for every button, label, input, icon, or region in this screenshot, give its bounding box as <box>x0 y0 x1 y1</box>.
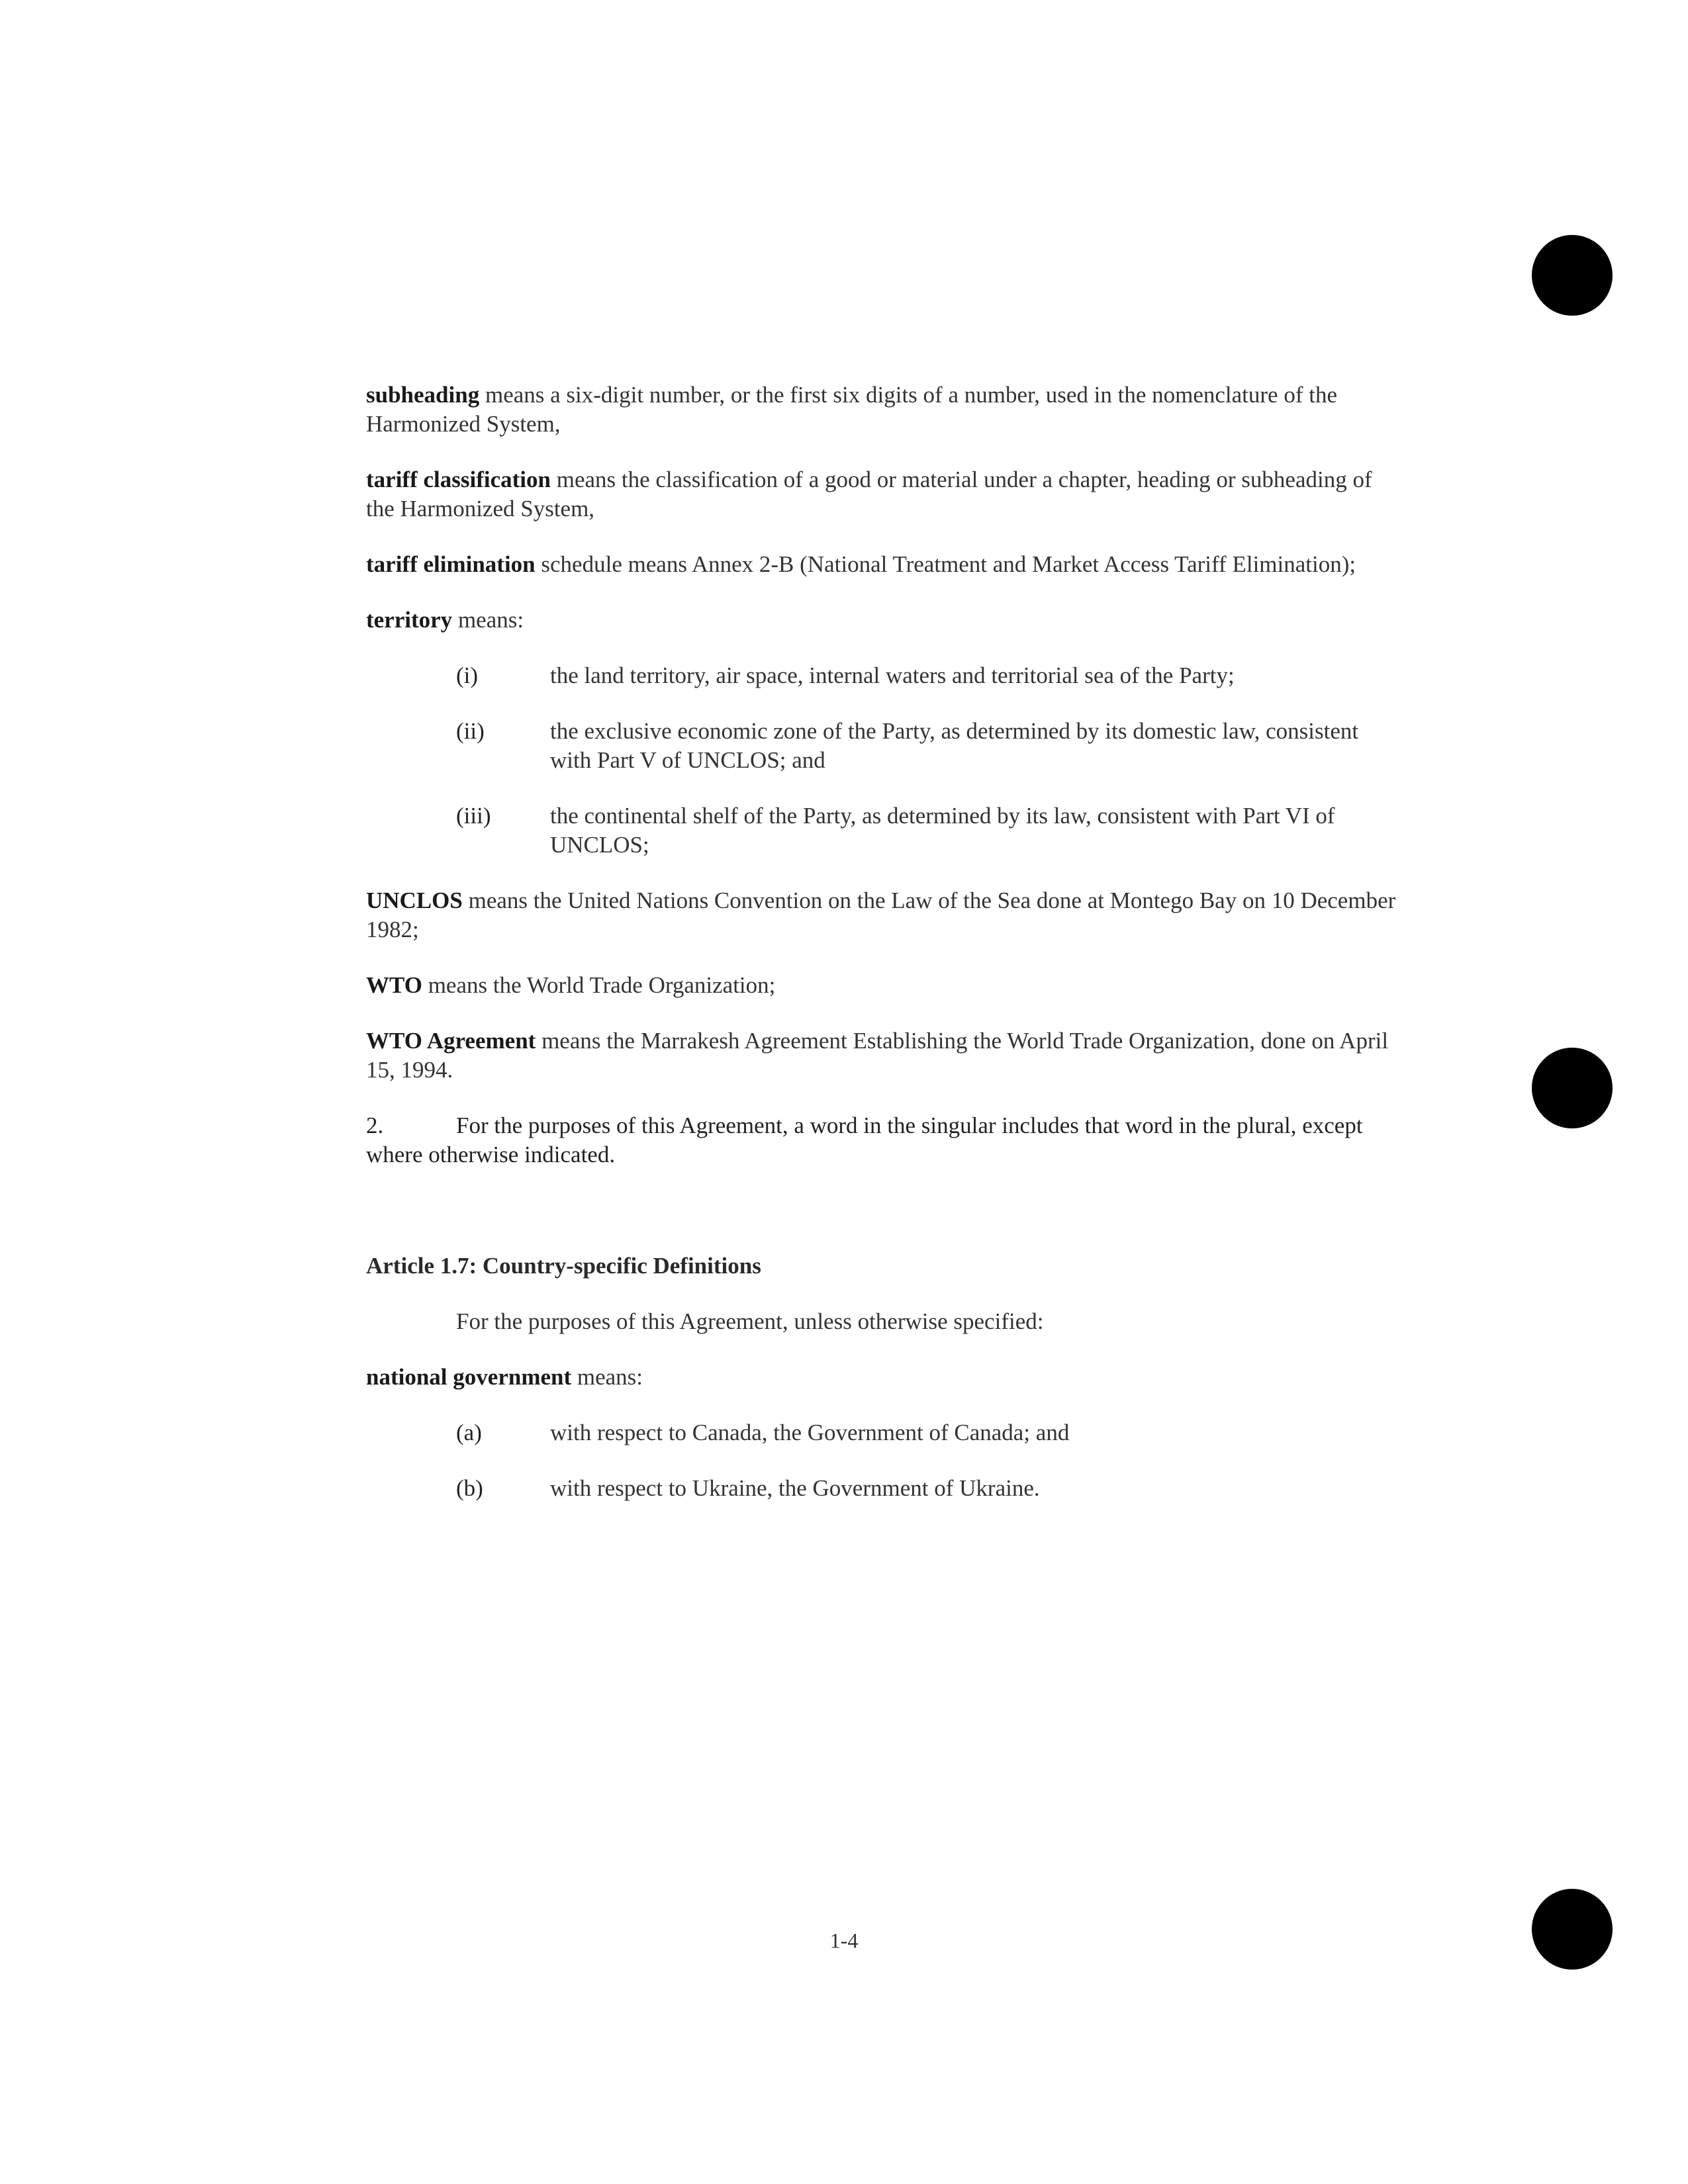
punch-hole-top <box>1532 235 1613 316</box>
definition-territory <box>366 606 1399 635</box>
list-item-text: the exclusive economic zone of the Party, as determined by its domestic law, consistent with Part V of UNCLOS; and <box>550 718 1359 773</box>
punch-hole-middle <box>1532 1048 1613 1128</box>
definition-text: means: <box>571 1364 643 1390</box>
definition-wto <box>366 971 1399 1000</box>
definition-text: means the United Nations Convention on the Law of the Sea done at Montego Bay on 10 December 1982; <box>366 887 1396 942</box>
list-item-number: (b) <box>456 1475 483 1501</box>
list-item-text: with respect to Canada, the Government of Canada; and <box>550 1420 1070 1445</box>
list-item-number: (ii) <box>456 718 485 744</box>
list-item <box>366 661 1399 690</box>
list-item-number: (i) <box>456 662 479 688</box>
list-item <box>366 1418 1399 1447</box>
definition-tariff-elimination <box>366 550 1399 579</box>
list-item <box>366 1474 1399 1503</box>
definition-wto-agreement <box>366 1026 1399 1085</box>
definition-text: means a six-digit number, or the first six digits of a number, used in the nomenclature of the Harmonized System, <box>366 382 1338 437</box>
definition-text: means the classification of a good or material under a chapter, heading or subheading of the Harmonized System, <box>366 467 1372 522</box>
definition-term: subheading <box>366 382 480 408</box>
list-item-text: the land territory, air space, internal waters and territorial sea of the Party; <box>550 662 1235 688</box>
definition-term: WTO <box>366 972 422 998</box>
paragraph-number: 2. <box>366 1113 384 1138</box>
list-item <box>366 717 1399 775</box>
definition-text: means the World Trade Organization; <box>422 972 776 998</box>
definition-term: tariff classification <box>366 467 551 492</box>
list-item <box>366 801 1399 860</box>
list-item-text: with respect to Ukraine, the Government of Ukraine. <box>550 1475 1040 1501</box>
paragraph-2 <box>366 1111 1399 1169</box>
list-item-number: (a) <box>456 1420 482 1445</box>
article-intro: For the purposes of this Agreement, unless otherwise specified: <box>456 1308 1044 1334</box>
article-heading: Article 1.7: Country-specific Definitions <box>366 1253 761 1279</box>
list-item-number: (iii) <box>456 803 491 829</box>
definition-term: territory <box>366 607 453 633</box>
definition-text: means the Marrakesh Agreement Establishing the World Trade Organization, done on April 15, 1994. <box>366 1028 1389 1083</box>
definition-term: WTO Agreement <box>366 1028 536 1054</box>
list-item-text: the continental shelf of the Party, as determined by its law, consistent with Part VI of UNCLOS; <box>550 803 1335 858</box>
definition-term: national government <box>366 1364 572 1390</box>
definition-term: tariff elimination <box>366 551 536 577</box>
definition-term: UNCLOS <box>366 887 463 913</box>
definition-subheading <box>366 381 1399 439</box>
definition-tariff-classification <box>366 465 1399 523</box>
definition-text: schedule means Annex 2-B (National Treatment and Market Access Tariff Elimination); <box>535 551 1356 577</box>
document-body <box>366 381 1399 1503</box>
page-number: 1-4 <box>829 1929 859 1952</box>
definition-unclos <box>366 886 1399 944</box>
paragraph-text: For the purposes of this Agreement, a word in the singular includes that word in the plural, except where otherwise indicated. <box>366 1113 1363 1167</box>
definition-text: means: <box>452 607 524 633</box>
definition-national-government <box>366 1363 1399 1392</box>
